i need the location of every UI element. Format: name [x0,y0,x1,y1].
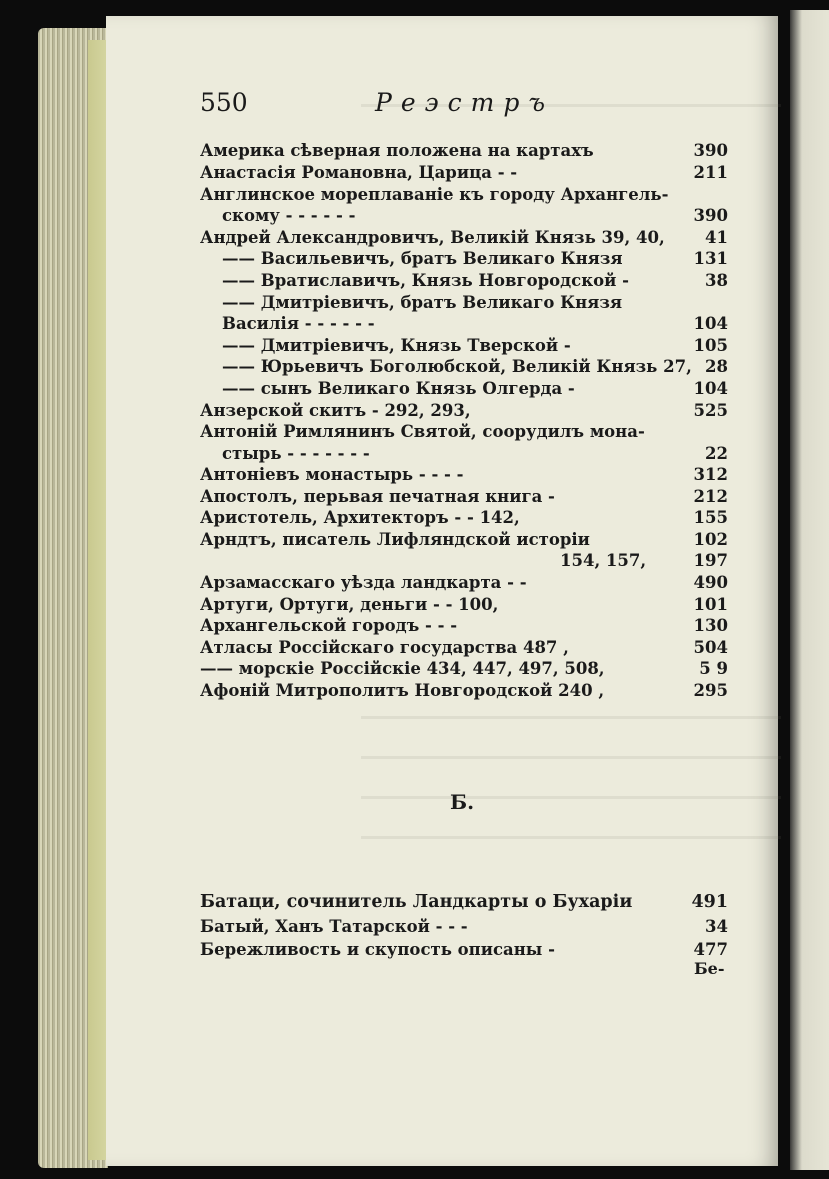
index-entry [200,615,728,636]
entry-pages: 491 [691,892,728,912]
index-entry [200,292,728,313]
entry-text: Англинское мореплаваніе къ городу Архангель- [200,185,669,204]
entry-pages: 490 [693,573,728,592]
entry-pages: 197 [693,551,728,570]
entry-text: —— Васильевичъ, братъ Великаго Князя [222,249,623,268]
entry-pages: 212 [693,487,728,506]
entry-pages: 504 [693,638,728,657]
entry-text: —— Юрьевичъ Боголюбской, Великій Князь 27, [222,357,692,376]
entry-pages: 28 [705,357,728,376]
index-entry [200,248,728,269]
entry-text: Антоніевъ монастырь - - - - [200,465,464,484]
index-entry [200,464,728,485]
entry-pages: 38 [705,271,728,290]
entry-text: Арндтъ, писатель Лифляндской исторіи [200,530,590,549]
entry-pages: 130 [693,616,728,635]
entry-text: Атласы Россійскаго государства 487 , [200,638,569,657]
entry-text: Анзерской скитъ - 292, 293, [200,401,471,420]
entry-pages: 102 [693,530,728,549]
index-entry [200,572,728,593]
entry-pages: 101 [693,595,728,614]
index-entry [200,184,728,205]
index-entry [200,378,728,399]
entry-pages: 525 [693,401,728,420]
entry-text: —— сынъ Великаго Князь Олгерда - [222,379,575,398]
index-entry [200,162,728,183]
index-entry [200,140,728,161]
running-title: Реэстръ [375,88,554,117]
entry-text: скому - - - - - - [222,206,356,225]
entry-text: Батаци, сочинитель Ландкарты о Бухаріи [200,892,633,912]
entry-text: Анастасія Романовна, Царица - - [200,163,518,182]
index-entry [200,356,728,377]
page-number: 550 [200,88,248,117]
entry-text: Апостолъ, перьвая печатная книга - [200,487,555,506]
entry-pages: 211 [693,163,728,182]
index-entry [200,335,728,356]
index-entry [200,443,728,464]
entry-text: Артуги, Ортуги, деньги - - 100, [200,595,499,614]
entry-text: Аристотель, Архитекторъ - - 142, [200,508,520,527]
entry-text: —— Дмитріевичъ, братъ Великаго Князя [222,293,623,312]
entry-pages: 295 [693,681,728,700]
entry-text: —— Дмитріевичъ, Князь Тверской - [222,336,571,355]
catchword: Бе- [694,959,725,978]
index-entry [200,529,728,550]
index-entry [200,313,728,334]
entry-pages: 155 [693,508,728,527]
entry-pages: 390 [693,141,728,160]
index-entry [200,680,728,701]
index-entry [200,270,728,291]
index-entry [200,637,728,658]
entry-text: 154, 157, [560,551,647,570]
index-entry [200,892,728,913]
index-entry [200,227,728,248]
entry-pages: 312 [693,465,728,484]
entry-text: Антоній Римлянинъ Святой, соорудилъ мона- [200,422,645,441]
entry-pages: 41 [705,228,728,247]
entry-pages: 22 [705,444,728,463]
entry-pages: 5 9 [699,659,728,678]
index-entry [200,658,728,679]
entry-text: —— морскіе Россійскіе 434, 447, 497, 508, [200,659,605,678]
entry-pages: 131 [693,249,728,268]
entry-text: стырь - - - - - - - [222,444,370,463]
entry-text: Архангельской городъ - - - [200,616,458,635]
entry-pages: 477 [693,940,728,959]
entry-pages: 390 [693,206,728,225]
entry-text: —— Вратиславичъ, Князь Новгородской - [222,271,629,290]
entry-pages: 105 [693,336,728,355]
index-entry [200,594,728,615]
entry-pages: 104 [693,379,728,398]
entry-text: Батый, Ханъ Татарской - - - [200,917,468,936]
index-entry [200,939,728,960]
entry-text: Афоній Митрополитъ Новгородской 240 , [200,681,605,700]
entry-text: Андрей Александровичъ, Великій Князь 39, 40, [200,228,665,247]
entry-pages: 104 [693,314,728,333]
entry-text: Василія - - - - - - [222,314,375,333]
index-entry [200,916,728,937]
index-entry [200,507,728,528]
entry-text: Бережливость и скупость описаны - [200,940,555,959]
index-entry [200,486,728,507]
entry-text: Америка сѣверная положена на картахъ [200,141,594,160]
entry-pages: 34 [705,917,728,936]
index-entry [200,421,728,442]
index-entry [200,205,728,226]
section-letter: Б. [450,790,475,814]
index-entry [200,550,728,571]
entry-text: Арзамасскаго уѣзда ландкарта - - [200,573,527,592]
index-entry [200,400,728,421]
